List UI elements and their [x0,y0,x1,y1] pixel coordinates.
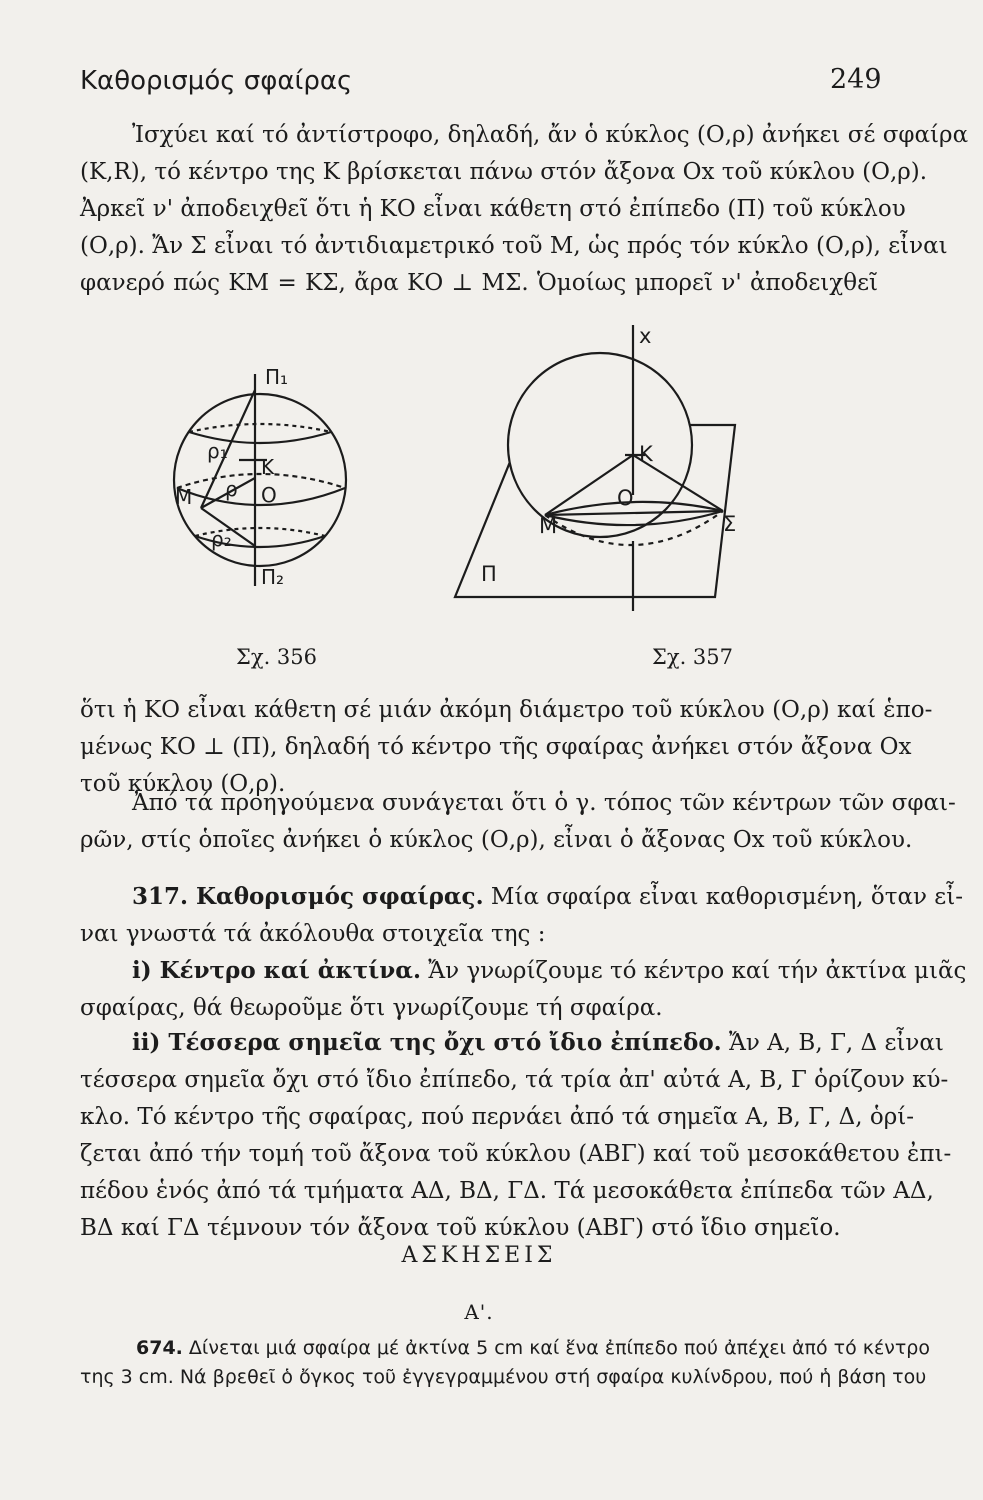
figure-357-sphere-plane [455,315,755,615]
exercises-subheading: Α'. [464,1300,494,1324]
exercise-number: 674. [136,1337,183,1359]
intro-line: (Ο,ρ). Ἄν Σ εἶναι τό ἀντιδιαμετρικό τοῦ Μ, ὡς πρός τόν κύκλο (Ο,ρ), εἶναι [80,233,948,259]
text-line: ΒΔ καί ΓΔ τέμνουν τόν ἄξονα τοῦ κύκλου (ΑΒΓ) στό ἴδιο σημεῖο. [80,1215,841,1241]
figure-357-caption: Σχ. 357 [652,645,734,669]
text-line: κλο. Τό κέντρο τῆς σφαίρας, πού περνάει ἀπό τά σημεῖα Α, Β, Γ, Δ, ὁρί- [80,1104,915,1130]
exercises-heading: ΑΣΚΗΣΕΙΣ [401,1243,557,1268]
label-pi1: Π₁ [265,365,289,389]
section-317-paragraph [80,878,963,953]
label-k: Κ [639,442,653,466]
text-line [80,952,967,990]
text-span: Ἄν γνωρίζουμε τό κέντρο καί τήν ἀκτίνα μιᾶς [420,958,967,984]
item-2-paragraph [80,1024,952,1247]
label-rho: ρ [225,477,238,501]
text-line: ρῶν, στίς ὁποῖες ἀνήκει ὁ κύκλος (Ο,ρ), εἶναι ὁ ἄξονας Οx τοῦ κύκλου. [80,827,913,853]
section-title: 317. Καθορισμός σφαίρας. [132,883,484,910]
text-line: Ἀπό τά προηγούμενα συνάγεται ὅτι ὁ γ. τόπος τῶν κέντρων τῶν σφαι- [132,790,956,816]
text-line: πέδου ἑνός ἀπό τά τμήματα ΑΔ, ΒΔ, ΓΔ. Τά μεσοκάθετα ἐπίπεδα τῶν ΑΔ, [80,1178,934,1204]
page-number: 249 [830,64,882,95]
running-header-title: Καθορισμός σφαίρας [80,66,353,96]
item-2-title: ii) Τέσσερα σημεῖα της ὄχι στό ἴδιο ἐπίπεδο. [132,1029,722,1056]
upper-circle-back [189,424,331,432]
text-line: της 3 cm. Νά βρεθεῖ ὁ ὄγκος τοῦ ἐγγεγραμμένου στή σφαίρα κυλίνδρου, πού ἡ βάση του [80,1366,927,1388]
intro-line: (Κ,R), τό κέντρο της Κ βρίσκεται πάνω στόν ἄξονα Οx τοῦ κύκλου (Ο,ρ). [80,159,928,185]
text-line [80,1334,930,1363]
text-span: Δίνεται μιά σφαίρα μέ ἀκτίνα 5 cm καί ἕνα ἐπίπεδο πού ἀπέχει ἀπό τό κέντρο [182,1337,930,1359]
text-line: ζεται ἀπό τήν τομή τοῦ ἄξονα τοῦ κύκλου (ΑΒΓ) καί τοῦ μεσοκάθετου ἐπι- [80,1141,952,1167]
text-line: τοῦ κύκλου (Ο,ρ). [80,771,286,797]
text-line: ὅτι ἡ ΚΟ εἶναι κάθετη σέ μιάν ἀκόμη διάμετρο τοῦ κύκλου (Ο,ρ) καί ἑπο- [80,697,933,723]
figure-356-caption: Σχ. 356 [236,645,318,669]
intro-line: Ἰσχύει καί τό ἀντίστροφο, δηλαδή, ἄν ὁ κύκλος (Ο,ρ) ἀνήκει σέ σφαίρα [132,122,969,148]
label-rho2: ρ₂ [211,527,232,551]
label-x: x [639,324,652,348]
text-span: Μία σφαίρα εἶναι καθορισμένη, ὅταν εἶ- [483,884,963,910]
label-pi2: Π₂ [261,565,285,589]
label-k: Κ [261,455,275,479]
item-1-paragraph [80,952,967,1027]
label-pi: Π [481,562,497,586]
text-span: Ἄν Α, Β, Γ, Δ εἶναι [721,1030,944,1056]
intro-line: φανερό πώς ΚΜ = ΚΣ, ἄρα ΚΟ ⊥ ΜΣ. Ὁμοίως μπορεῖ ν' ἀποδειχθεῖ [80,270,878,296]
label-m: Μ [539,514,558,538]
text-line: μένως ΚΟ ⊥ (Π), δηλαδή τό κέντρο τῆς σφαίρας ἀνήκει στόν ἄξονα Οx [80,734,912,760]
text-line: σφαίρας, θά θεωροῦμε ὅτι γνωρίζουμε τή σφαίρα. [80,995,663,1021]
conclusion-paragraph [80,785,956,859]
item-1-title: i) Κέντρο καί ἀκτίνα. [132,957,421,984]
text-line: τέσσερα σημεῖα ὄχι στό ἴδιο ἐπίπεδο, τά τρία ἀπ' αὐτά Α, Β, Γ ὁρίζουν κύ- [80,1067,949,1093]
label-o: Ο [261,483,277,507]
exercise-674 [80,1334,930,1392]
figure-356-sphere [155,350,375,600]
label-m: Μ [175,485,193,509]
label-sigma: Σ [723,512,737,536]
intro-line: Ἀρκεῖ ν' ἀποδειχθεῖ ὅτι ἡ ΚΟ εἶναι κάθετη στό ἐπίπεδο (Π) τοῦ κύκλου [80,196,906,222]
text-line: ναι γνωστά τά ἀκόλουθα στοιχεῖα της : [80,921,546,947]
label-o: Ο [617,486,634,510]
text-line [80,1024,944,1062]
sphere-outline [508,353,692,537]
text-line [80,878,963,916]
intro-paragraph [80,117,969,302]
label-rho1: ρ₁ [207,439,228,463]
